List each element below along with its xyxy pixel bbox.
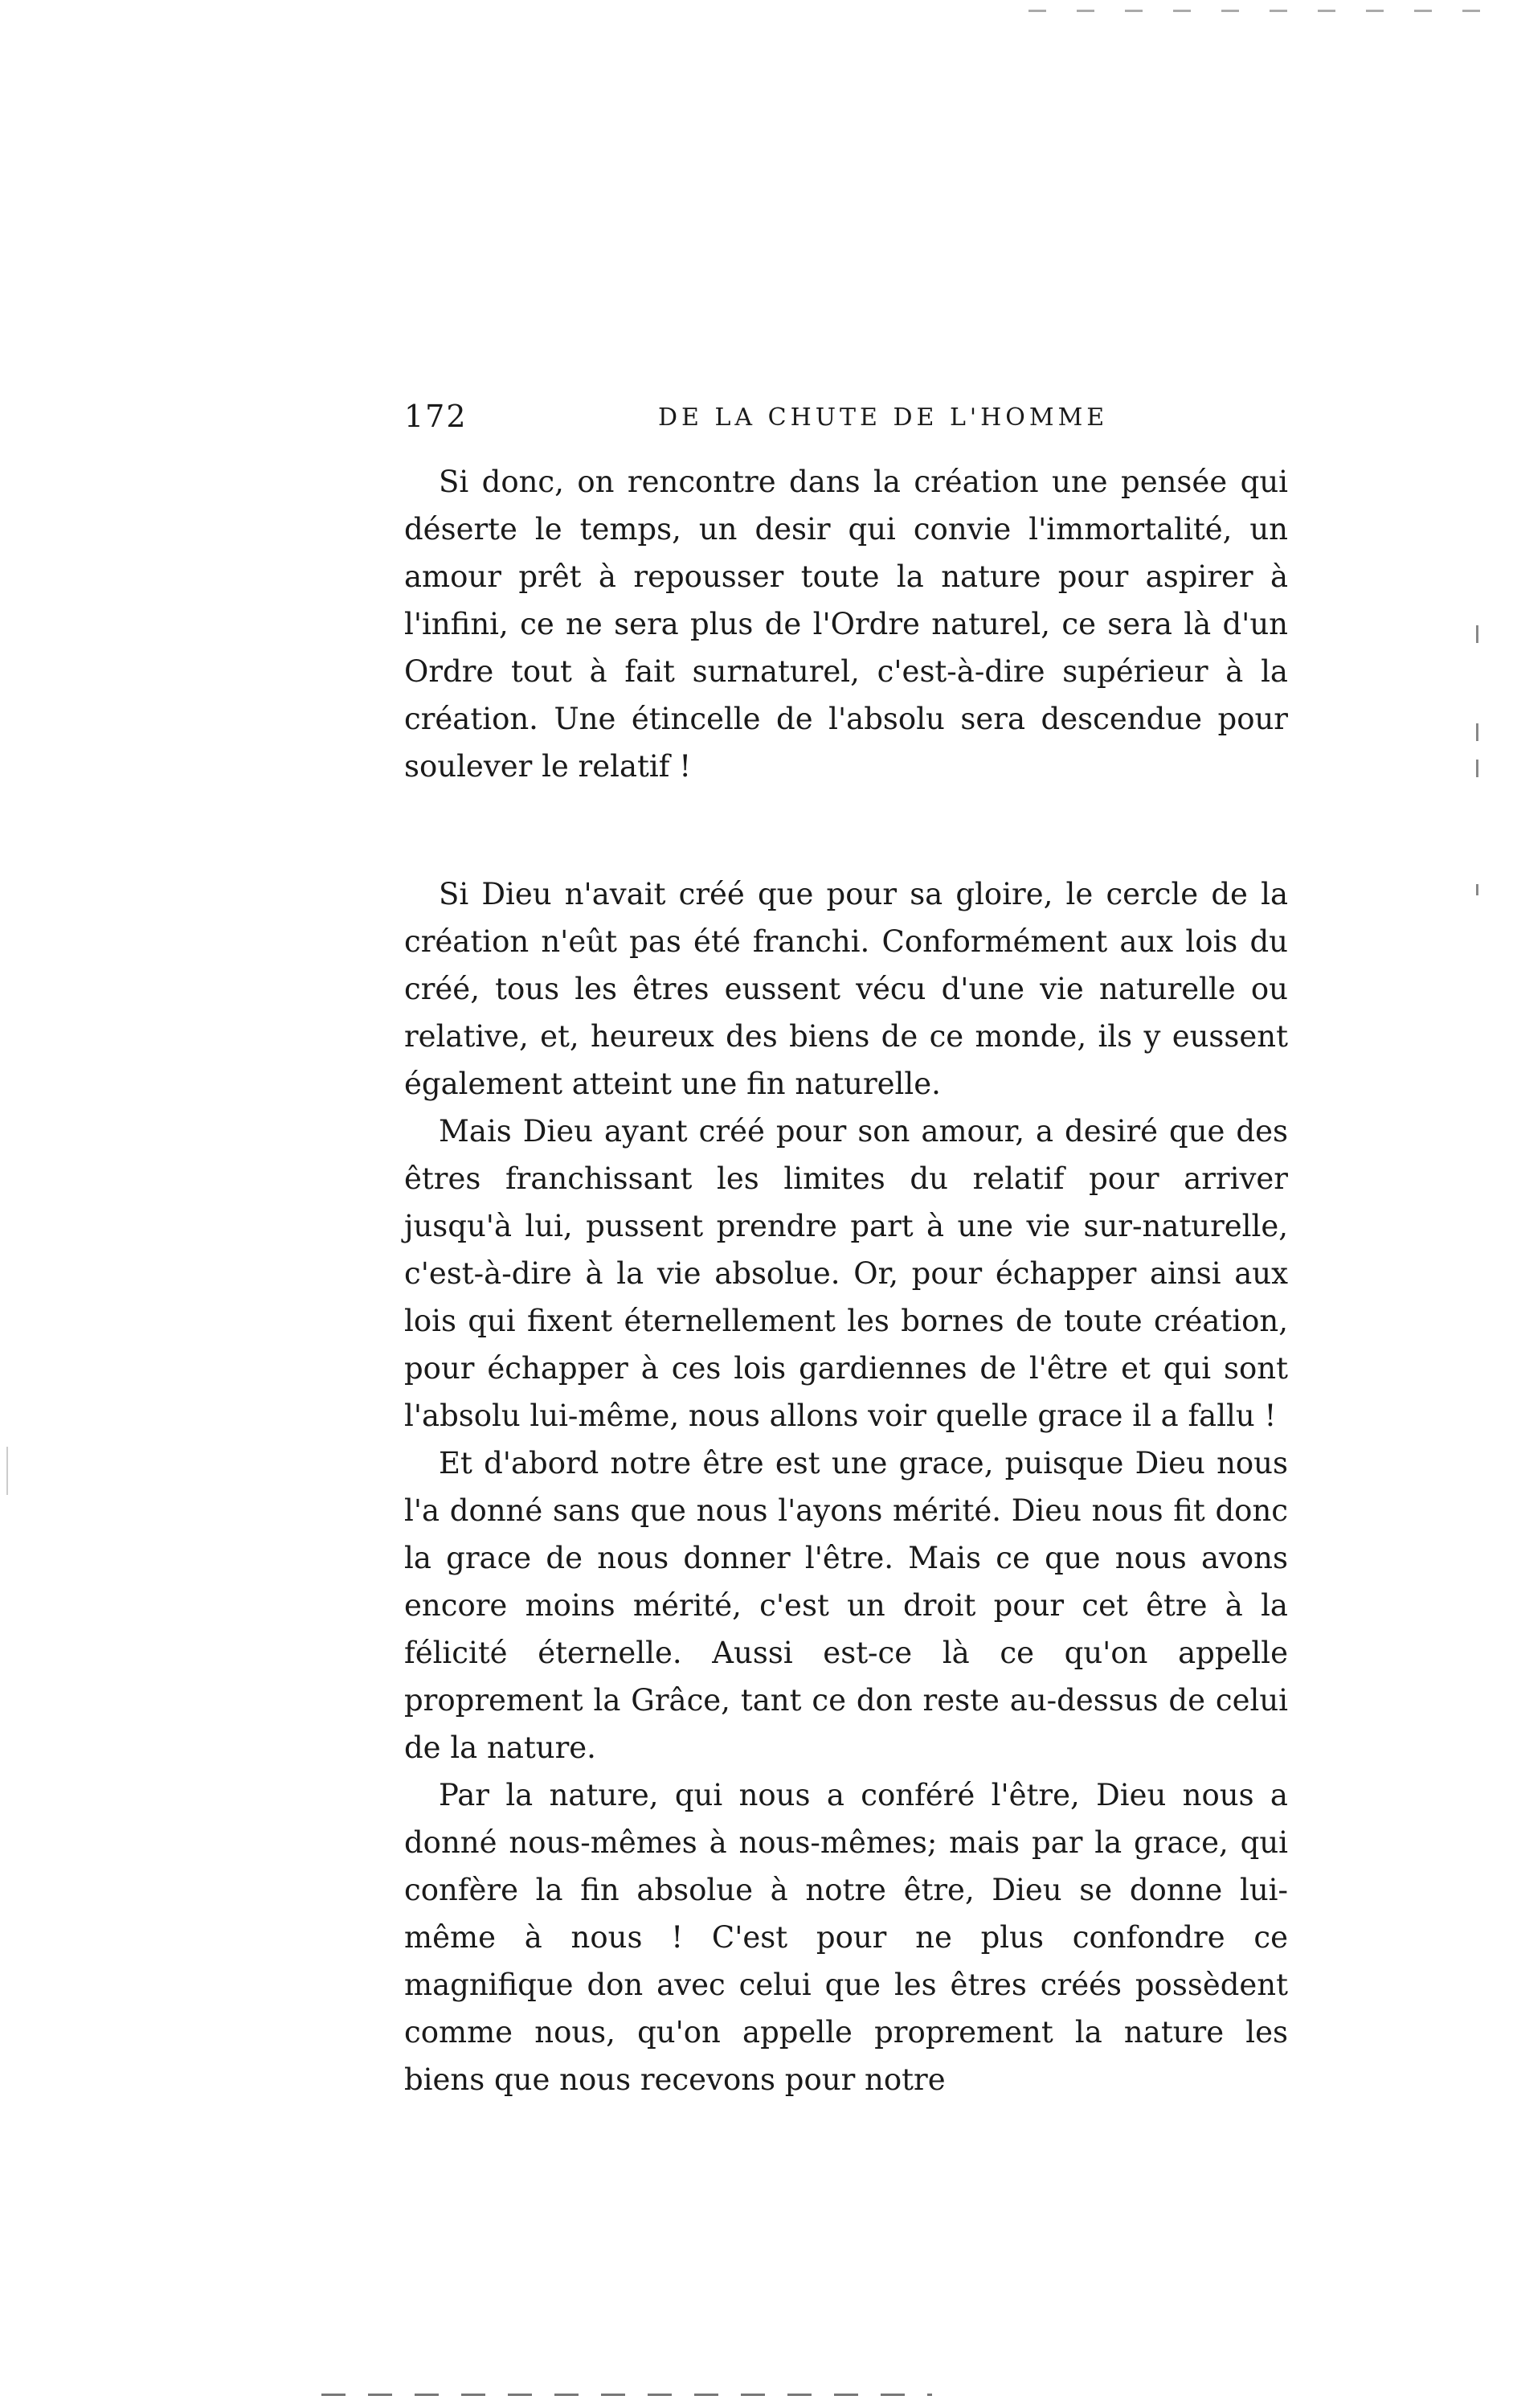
paragraph: Si donc, on rencontre dans la création une pensée qui déserte le temps, un desir qui convie l'immortalité, un amour prêt à repousser toute la nature pour aspirer à l'infini, ce ne sera plus de l'Ordre naturel, ce sera là d'un Ordre tout à fait surnaturel, c'est-à-dire supérieur à la création. Une étincelle de l'absolu sera descendue pour soulever le relatif ! (404, 465, 1288, 784)
running-title: DE LA CHUTE DE L'HOMME (658, 403, 1109, 432)
scan-mark (1476, 625, 1478, 643)
scan-mark (1476, 723, 1478, 741)
page-header (404, 399, 1288, 439)
scan-artifact-bottom (321, 2394, 932, 2396)
scan-mark (1476, 884, 1478, 895)
scan-mark (6, 1447, 8, 1495)
paragraph: Si Dieu n'avait créé que pour sa gloire, le cercle de la création n'eût pas été franchi. Conformément aux lois du créé, tous les êtres eussent vécu d'une vie naturelle ou relative, et, heureux des biens de ce monde, ils y eussent également atteint une fin naturelle. (404, 877, 1288, 1101)
paragraph: Et d'abord notre être est une grace, puisque Dieu nous l'a donné sans que nous l'ayons mérité. Dieu nous fit donc la grace de nous donner l'être. Mais ce que nous avons encore moins mérité, c'est un droit pour cet être à la félicité éternelle. Aussi est-ce là ce qu'on appelle proprement la Grâce, tant ce don reste au-dessus de celui de la nature. (404, 1446, 1288, 1765)
section-break (404, 790, 1288, 870)
scan-mark (1476, 760, 1478, 777)
paragraph: Par la nature, qui nous a conféré l'être, Dieu nous a donné nous-mêmes à nous-mêmes; mais par la grace, qui confère la fin absolue à notre être, Dieu se donne lui-même à nous ! C'est pour ne plus confondre ce magnifique don avec celui que les êtres créés possèdent comme nous, qu'on appelle proprement la nature les biens que nous recevons pour notre (404, 1778, 1288, 2097)
page-number: 172 (404, 399, 468, 434)
scan-artifact-top (1028, 10, 1495, 12)
body-text (404, 458, 1288, 2103)
paragraph: Mais Dieu ayant créé pour son amour, a desiré que des êtres franchissant les limites du relatif pour arriver jusqu'à lui, pussent prendre part à une vie sur-naturelle, c'est-à-dire à la vie absolue. Or, pour échapper ainsi aux lois qui fixent éternellement les bornes de toute création, pour échapper à ces lois gardiennes de l'être et qui sont l'absolu lui-même, nous allons voir quelle grace il a fallu ! (404, 1114, 1288, 1433)
